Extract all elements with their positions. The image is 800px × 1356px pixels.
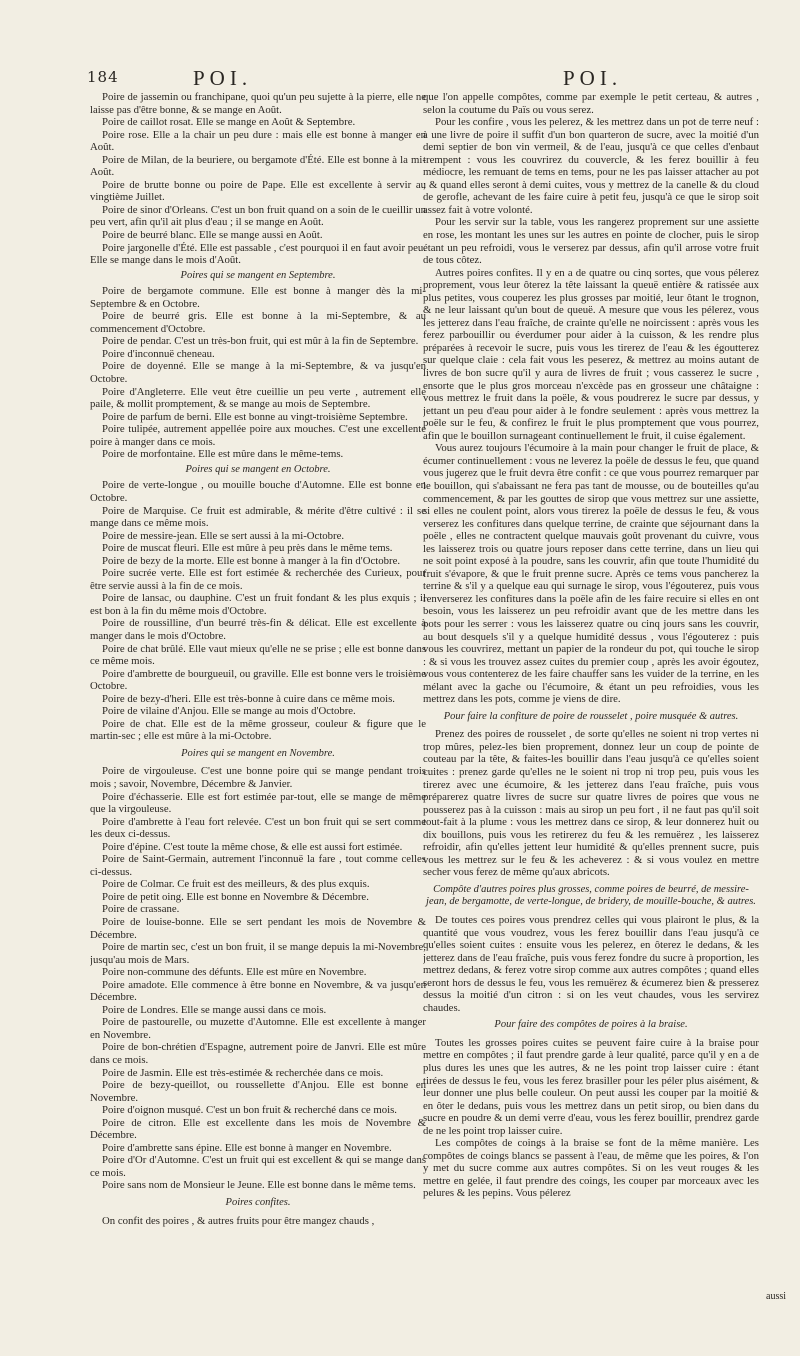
paragraph: Poire d'inconnuë cheneau. [102, 347, 215, 360]
paragraph: Poire d'Angleterre. Elle veut être cueillie un peu verte , autrement elle paile, & mollit promptement, & se mange au mois de Septembre. [90, 385, 426, 411]
paragraph: Poire de verte-longue , ou mouille bouche d'Automne. Elle est bonne en Octobre. [90, 479, 426, 504]
paragraph: Poire non-commune des défunts. Elle est mûre en Novembre. [102, 966, 367, 979]
paragraph: Poire tulipée, autrement appellée poire aux mouches. C'est une excellente poire à manger dans ce mois. [90, 423, 426, 448]
paragraph: Poire de jassemin ou franchipane, quoi qu'un peu sujette à la pierre, elle ne laisse pas d'être bonne, & se mange en Août. [90, 91, 426, 116]
paragraph: Poire de beurré gris. Elle est bonne à la mi-Septembre, & au commencement d'Octobre. [90, 310, 426, 335]
paragraph: Poire de lansac, ou dauphine. C'est un fruit fondant & les plus exquis ; il est bon à la fin du même mois d'Octobre. [90, 592, 426, 617]
section-heading: Poires qui se mangent en Octobre. [185, 463, 331, 475]
paragraph: Poire de parfum de berni. Elle est bonne au vingt-troisième Septembre. [102, 410, 408, 423]
paragraph: Poire d'ambrette de bourgueuil, ou graville. Elle est bonne vers le troisième Octobre. [90, 667, 426, 693]
paragraph: Poire de Milan, de la beuriere, ou bergamote d'Été. Elle est bonne à la mi-Août. [90, 153, 426, 179]
paragraph: Poire de morfontaine. Elle est mûre dans le même-tems. [102, 448, 344, 461]
paragraph: Poire de bezy de la morte. Elle est bonne à manger à la fin d'Octobre. [102, 554, 401, 567]
catchword: aussi [766, 1291, 786, 1302]
paragraph: Poire d'échasserie. Elle est fort estimée par-tout, elle se mange de même que la virgouleuse. [90, 790, 426, 816]
paragraph: Poire de vilaine d'Anjou. Elle se mange au mois d'Octobre. [102, 705, 356, 718]
paragraph: Poire de crassane. [102, 903, 180, 916]
paragraph: Vous aurez toujours l'écumoire à la main pour changer le fruit de place, & écumer continuellement : vous ne leverez la poële de dessus le feu, que quand vous jugerez que le fruit devra être confit : ce que vous pourrez remarquer par le bouillon, qui s'abaissant ne fera pas tant de mousse, ou de bouteilles qu'au commencement, & par les gouttes de sirop que vous mettrez sur une assiette, si elles ne coulent point, alors vous tirerez la poële de dessus le feu, & vous verserez les confitures dans quelque terrine, de crainte que séjournant dans la poële , elles ne contractent quelque mauvais goût provenant du cuivre, vous les laisserez trois ou quatre jours reposer dans cette terrine, dans un lieu qui ne soit point exposé à la poudre, sans les couvrir, afin que toute l'humidité du fruit s'évapore, & que le fruit prenne sucre. Après ce tems vous pancherez la terrine & s'il y a quelque eau qui surnage le sirop, vous l'égouterez, puis vous renverserez les confitures dans la poële afin de les faire recuire si elles en ont besoin, vous les laisserez un peu refroidir avant que de les mettre dans les pots pour les serrer : vous les laisserez quatre ou cinq jours sans les couvrir, au bout desquels s'il y a quelque humidité dessus , vous l'égouterez : puis vous les couvrirez, mettant un papier de la rondeur du pot, qui touche le sirop : & si vous les trouvez assez cuites du premier coup , après les avoir égoutez, vous vous contenterez de les faire chauffer sans les vuider de la terrine, en les mélant avec la gache ou l'écumoire, & étant un peu refroidies, vous les mettrez dans les pots, comme je viens de dire. [423, 442, 759, 706]
paragraph: Prenez des poires de rousselet , de sorte qu'elles ne soient ni trop vertes ni trop mûres, pelez-les bien proprement, donnez leur un coup de pointe de couteau par la tête, & faites-les bouillir dans l'eau jusqu'à ce qu'elles soient cuites : prenez garde qu'elles ne le soient ni trop ni trop peu, puis vous les tirerez avec une écumoire, & les jetterez dans l'eau fraîche, puis vous préparerez quatre livres de sucre sur quatre livres de poires que vous ne pousserez pas à la cuisson : mais au sirop un peu fort , il ne faut pas qu'il soit tout-fait à la plume : vous les mettrez dans ce sirop, & leur donnerez huit ou dix bouillons, puis vous les retirerez du feu & les remuërez , les laisserez refroidir, afin qu'elles jettent leur humidité & qu'elles prennent sucre, puis vous les mettrez sur le feu & les acheverez : & si vous voulez en mettre secher vous ferez de même qu'aux abricots. [423, 728, 759, 879]
paragraph: Poire de brutte bonne ou poire de Pape. Elle est excellente à servir au vingtième Juillet. [90, 178, 426, 204]
section-heading: Poires confites. [225, 1197, 291, 1209]
paragraph: Poire de Jasmin. Elle est très-estimée & recherchée dans ce mois. [102, 1066, 384, 1079]
paragraph: Poire d'ambrette sans épine. Elle est bonne à manger en Novembre. [102, 1141, 392, 1154]
left-text-column [90, 91, 426, 1306]
section-heading: Compôte d'autres poires plus grosses, comme poires de beurré, de messire-jean, de bergamotte, de verte-longue, de bridery, de mouille-bouche, & autres. [426, 883, 756, 908]
section-heading: Poires qui se mangent en Septembre. [180, 269, 336, 281]
paragraph: Poire amadote. Elle commence à être bonne en Novembre, & va jusqu'en Décembre. [90, 978, 426, 1004]
paragraph: De toutes ces poires vous prendrez celles qui vous plairont le plus, & la quantité que vous voudrez, vous les ferez bouillir dans l'eau jusqu'à ce qu'elles soient cuites : ensuite vous les pelerez, en ôterez le dedans, & les jetterez dans de l'eau fraîche, puis vous ferez fondre du sucre à proportion, les mettrez dedans, & ferez votre sirop comme aux autres compôtes ; quand elles seront hors de dessus le feu, vous les remuërez & écumerez bien & presserez dessus la moitié d'un citron : si on les veut chaudes, vous les servirez chaudes. [423, 914, 759, 1014]
paragraph: Poire de chat. Elle est de la même grosseur, couleur & figure que le martin-sec ; elle est mûre à la mi-Octobre. [90, 717, 426, 743]
paragraph: Poire de roussilline, d'un beurré très-fin & délicat. Elle est excellente à manger dans le mois d'Octobre. [90, 617, 426, 642]
paragraph: Pour les servir sur la table, vous les rangerez proprement sur une assiette en rose, les montant les unes sur les autres en pointe de clocher, puis le sirop étant un peu refroidi, vous le verserez par dessus, afin qu'il arrose votre fruit de tous côtez. [423, 216, 759, 267]
section-heading: Pour faire la confiture de poire de rousselet , poire musquée & autres. [443, 710, 739, 722]
paragraph: Poire de bezy-queillot, ou roussellette d'Anjou. Elle est bonne en Novembre. [90, 1079, 426, 1104]
paragraph: Poire jargonelle d'Été. Elle est passable , c'est pourquoi il en faut avoir peu. Elle se mange dans le mois d'Août. [90, 241, 426, 267]
running-head-right: POI. [563, 66, 623, 90]
paragraph: Poire de pastourelle, ou muzette d'Automne. Elle est excellente à manger en Novembre. [90, 1016, 426, 1041]
paragraph: que l'on appelle compôtes, comme par exemple le petit certeau, & autres , selon la coutume du Païs ou vous serez. [423, 91, 759, 116]
paragraph: Pour les confire , vous les pelerez, & les mettrez dans un pot de terre neuf : à une livre de poire il suffit d'un bon quarteron de sucre, avec la moitié d'un demi septier de bon vin vermeil, & de l'eau, jusqu'à ce que celles d'enbaut trempent : vous les couvrirez du couvercle, & les ferez bouillir à feu médiocre, les remuant de tems en tems, pour ne les pas laisser attacher au pot ; & quand elles seront à demi cuites, vous y mettrez de la canelle & du cloud de gerofle, achevant de les faire cuire à petit feu, jusqu'à ce que le sirop soit assez fait à votre volonté. [423, 116, 759, 216]
paragraph: Poire de chat brûlé. Elle vaut mieux qu'elle ne se prise ; elle est bonne dans ce même mois. [90, 642, 426, 668]
paragraph: Poire de Marquise. Ce fruit est admirable, & mérite d'être cultivé : il se mange dans ce même mois. [90, 504, 426, 530]
paragraph: Poire de messire-jean. Elle se sert aussi à la mi-Octobre. [102, 529, 345, 542]
paragraph: Poire de bezy-d'heri. Elle est très-bonne à cuire dans ce même mois. [102, 692, 395, 705]
paragraph: Poire d'ambrette à l'eau fort relevée. C'est un bon fruit qui se sert comme les deux ci-dessus. [90, 815, 426, 841]
paragraph: Poire de pendar. C'est un très-bon fruit, qui est mûr à la fin de Septembre. [102, 335, 419, 348]
paragraph: Poire de bergamote commune. Elle est bonne à manger dès la mi-Septembre & en Octobre. [90, 285, 426, 310]
paragraph: Poire de Saint-Germain, autrement l'inconnuë la fare , tout comme celles ci-dessus. [90, 853, 426, 878]
paragraph: Poire rose. Elle a la chair un peu dure : mais elle est bonne à manger en Août. [90, 128, 426, 154]
paragraph: Poire de doyenné. Elle se mange à la mi-Septembre, & va jusqu'en Octobre. [90, 360, 426, 386]
page-number: 184 [87, 68, 119, 86]
paragraph: Poire de sinor d'Orleans. C'est un bon fruit quand on a soin de le cueillir un peu vert, afin qu'il ait plus d'eau ; il se mange en Août. [90, 203, 426, 229]
right-text-column [423, 91, 759, 1306]
paragraph: Poire sucrée verte. Elle est fort estimée & recherchée des Curieux, pour être servie aussi à la fin de ce mois. [90, 567, 426, 592]
paragraph: Poire de martin sec, c'est un bon fruit, il se mange depuis la mi-Novembre, jusqu'au mois de Mars. [90, 941, 426, 966]
section-heading: Pour faire des compôtes de poires à la braise. [494, 1019, 688, 1031]
paragraph: Poire de muscat fleuri. Elle est mûre à peu près dans le même tems. [102, 542, 393, 555]
paragraph: Poire de louise-bonne. Elle se sert pendant les mois de Novembre & Décembre. [90, 916, 426, 941]
paragraph: Poire de virgouleuse. C'est une bonne poire qui se mange pendant trois mois ; savoir, Novembre, Décembre & Janvier. [90, 765, 426, 790]
paragraph: On confit des poires , & autres fruits pour être mangez chauds , [102, 1214, 375, 1227]
paragraph: Poire d'Or d'Automne. C'est un fruit qui est excellent & qui se mange dans ce mois. [90, 1154, 426, 1179]
paragraph: Poire de beurré blanc. Elle se mange aussi en Août. [102, 229, 323, 242]
paragraph: Toutes les grosses poires cuites se peuvent faire cuire à la braise pour mettre en compôtes ; il faut prendre garde à leur qualité, parce qu'il y en a de plus dures les unes que les autres, & ne les point trop laisser cuire : étant tirées de dessus le feu, vous les ferez brasiller pour les péler plus aisément, & leur donner une plus belle couleur. On peut aussi les couper par la moitié & en ôter le dedans, puis vous les mettrez dans un petit sirop, ou bien dans du sucre en poudre & un demi verre d'eau, vous les ferez bouillir, prendrez garde de ne les point trop laisser cuire. [423, 1036, 759, 1137]
section-heading: Poires qui se mangent en Novembre. [181, 747, 335, 759]
paragraph: Poire de petit oing. Elle est bonne en Novembre & Décembre. [102, 890, 369, 903]
paragraph: Poire de Londres. Elle se mange aussi dans ce mois. [102, 1003, 327, 1016]
paragraph: Poire de caillot rosat. Elle se mange en Août & Septembre. [102, 116, 356, 129]
paragraph: Poire sans nom de Monsieur le Jeune. Elle est bonne dans le même tems. [102, 1179, 416, 1192]
paragraph: Poire d'oignon musqué. C'est un bon fruit & recherché dans ce mois. [102, 1104, 397, 1117]
paragraph: Les compôtes de coings à la braise se font de la même manière. Les compôtes de coings blancs se passent à l'eau, de même que les poires, & l'on y met du sucre comme aux autres compôtes. Si on les veut rouges & les mettre en gelée, il faut prendre des coings, les couper par morceaux avec les pelures & les pepins. Vous pélerez [423, 1137, 759, 1200]
paragraph: Autres poires confites. Il y en a de quatre ou cinq sortes, que vous pélerez proprement, vous leur ôterez la tête laissant la queuë entière & ratissée aux plus petites, vous couperez les plus grosses par moitié, leur ôtant le trognon, & ne leur laissant qu'un bout de queuë. A mesure que vous les pélerez, vous les jetterez dans l'eau fraîche, de crainte qu'elle ne noircissent : après vous les ferez parbouillir ou éverdumer pour aider à la cuisson, & les rendre plus préparées à recevoir le sucre, puis vous les tirerez de l'eau & les égoutterez sur quelque claie : cela fait vous les peserez, & mettrez au moins autant de livres de bon sucre qu'il y aura de livres de fruit ; vous casserez le sucre , ensorte que le plus gros morceau n'excède pas en grosseur une châtaigne : vous mettrez le fruit dans la poële, & vous poudrerez le sucre par dessus, y jettant un peu d'eau pour aider à le fondre seulement : après vous mettrez la poële sur le feu, & confirez le fruit le plus promptement que vous pourrez, afin que le bouillon surnageant continuellement le fruit, il cuise également. [423, 266, 759, 442]
paragraph: Poire de bon-chrétien d'Espagne, autrement poire de Janvri. Elle est mûre dans ce mois. [90, 1041, 426, 1067]
paragraph: Poire de Colmar. Ce fruit est des meilleurs, & des plus exquis. [102, 878, 370, 891]
paragraph: Poire de citron. Elle est excellente dans les mois de Novembre & Décembre. [90, 1116, 426, 1142]
running-head-left: POI. [193, 66, 253, 90]
paragraph: Poire d'épine. C'est toute la même chose, & elle est aussi fort estimée. [102, 840, 403, 853]
